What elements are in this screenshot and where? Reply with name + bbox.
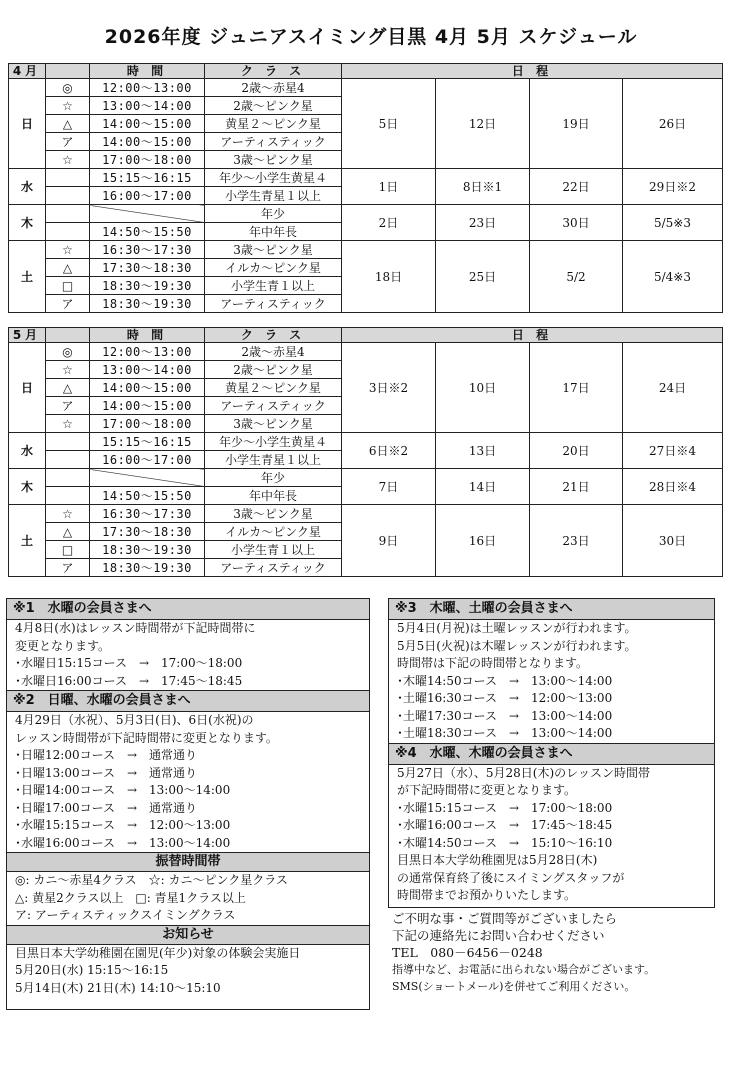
date-cell: 5/2 [530,241,623,313]
class-cell: 黄星２～ピンク星 [205,115,342,133]
header-dates: 日 程 [342,328,723,343]
note3-line: ･木曜14:50コース → 13:00～14:00 [397,673,613,688]
class-mark-icon [46,205,90,223]
contact-line: 下記の連絡先にお問い合わせください [392,928,605,943]
april-schedule-table [8,63,723,313]
header-time: 時 間 [90,328,205,343]
class-mark-icon: ア [46,133,90,151]
note2-line: ･日曜17:00コース → 通常通り [15,800,198,815]
notes-right-box [388,598,715,908]
oshirase-line: 5月14日(木) 21日(木) 14:10～15:10 [15,980,221,995]
furikae-line: △: 黄星2クラス以上 □: 青星1クラス以上 [15,890,246,905]
class-cell: アーティスティック [205,133,342,151]
month-label: 5月 [9,328,46,343]
time-cell [90,205,205,223]
time-cell: 17:00～18:00 [90,151,205,169]
schedule-row [9,505,723,523]
time-cell: 16:30～17:30 [90,505,205,523]
time-cell: 14:00～15:00 [90,397,205,415]
class-mark-icon: △ [46,259,90,277]
date-cell: 23日 [530,505,623,577]
class-mark-icon: ☆ [46,505,90,523]
note3-line: 5月5日(火祝)は木曜レッスンが行われます。 [397,638,637,653]
class-mark-icon: ア [46,559,90,577]
date-cell: 29日※2 [623,169,723,205]
class-cell: イルカ～ピンク星 [205,523,342,541]
note4-line: の通常保育終了後にスイミングスタッフが [397,870,625,885]
note4-title: ※4 水曜、木曜の会員さまへ [389,743,714,765]
note2-line: ･水曜16:00コース → 13:00～14:00 [15,835,231,850]
date-cell: 2日 [342,205,436,241]
date-cell: 22日 [530,169,623,205]
time-cell: 17:00～18:00 [90,415,205,433]
page-title: 2026年度 ジュニアスイミング目黒 4月 5月 スケジュール [104,26,638,48]
class-cell: 3歳～ピンク星 [205,151,342,169]
class-cell: 2歳～赤星4 [205,343,342,361]
time-cell: 17:30～18:30 [90,523,205,541]
contact-info [392,910,732,995]
time-cell: 13:00～14:00 [90,97,205,115]
class-cell: 3歳～ピンク星 [205,241,342,259]
date-cell: 25日 [436,241,530,313]
schedule-row [9,433,723,451]
date-cell: 16日 [436,505,530,577]
class-mark-icon: ☆ [46,241,90,259]
class-mark-icon [46,451,90,469]
day-cell: 日 [9,79,46,169]
note3-line: ･土曜16:30コース → 12:00～13:00 [397,691,613,705]
note3-title: ※3 木曜、土曜の会員さまへ [389,599,714,620]
note2-line: ･日曜14:00コース → 13:00～14:00 [15,783,231,797]
notes-left-box [6,598,370,1010]
class-mark-icon: ☆ [46,361,90,379]
class-mark-icon: ア [46,295,90,313]
contact-line: SMS(ショートメール)を併せてご利用ください。 [392,980,636,993]
schedule-row [9,205,723,223]
class-cell: 年少 [205,205,342,223]
date-cell: 1日 [342,169,436,205]
time-cell: 12:00～13:00 [90,79,205,97]
date-cell: 28日※4 [623,469,723,505]
class-mark-icon [46,487,90,505]
date-cell: 30日 [623,505,723,577]
time-cell: 14:50～15:50 [90,223,205,241]
date-cell: 3日※2 [342,343,436,433]
note4-line: ･木曜14:50コース → 15:10～16:10 [397,835,613,850]
furikae-title: 振替時間帯 [7,852,369,872]
day-cell: 木 [9,469,46,505]
date-cell: 18日 [342,241,436,313]
day-cell: 水 [9,169,46,205]
date-cell: 27日※4 [623,433,723,469]
class-mark-icon: △ [46,115,90,133]
schedule-row [9,169,723,187]
header-class: ク ラ ス [205,64,342,79]
class-mark-icon: ☆ [46,151,90,169]
note2-line: レッスン時間帯が下記時間帯に変更となります。 [15,730,278,745]
month-label: 4月 [9,64,46,79]
time-cell: 18:30～19:30 [90,541,205,559]
time-cell: 18:30～19:30 [90,559,205,577]
time-cell: 16:00～17:00 [90,451,205,469]
class-mark-icon: □ [46,541,90,559]
note2-line: 4月29日（水祝）、5月3日(日)、6日(水祝)の [15,713,254,727]
note2-line: ･水曜15:15コース → 12:00～13:00 [15,818,231,832]
date-cell: 26日 [623,79,723,169]
class-cell: イルカ～ピンク星 [205,259,342,277]
time-cell: 17:30～18:30 [90,259,205,277]
class-mark-icon: △ [46,523,90,541]
class-mark-icon: ◎ [46,343,90,361]
header-class: ク ラ ス [205,328,342,343]
schedule-row [9,343,723,361]
class-cell: 小学生青１以上 [205,541,342,559]
class-cell: 小学生青星１以上 [205,187,342,205]
date-cell: 12日 [436,79,530,169]
note1-title: ※1 水曜の会員さまへ [7,599,369,620]
schedule-row [9,79,723,97]
class-mark-icon: ☆ [46,97,90,115]
class-mark-icon [46,187,90,205]
date-cell: 5/4※3 [623,241,723,313]
date-cell: 21日 [530,469,623,505]
header-dates: 日 程 [342,64,723,79]
class-cell: 年少～小学生黄星４ [205,169,342,187]
date-cell: 17日 [530,343,623,433]
class-cell: 年中年長 [205,223,342,241]
date-cell: 13日 [436,433,530,469]
class-mark-icon: ア [46,397,90,415]
contact-line: 指導中など、お電話に出られない場合がございます。 [392,963,656,976]
class-cell: 黄星２～ピンク星 [205,379,342,397]
class-mark-icon: □ [46,277,90,295]
oshirase-title: お知らせ [7,925,369,945]
time-cell: 14:00～15:00 [90,133,205,151]
furikae-line: ア: アーティスティックスイミングクラス [15,908,236,922]
time-cell: 16:00～17:00 [90,187,205,205]
class-mark-icon: ☆ [46,415,90,433]
class-cell: 年少～小学生黄星４ [205,433,342,451]
class-cell: アーティスティック [205,397,342,415]
time-cell [90,469,205,487]
oshirase-line: 目黒日本大学幼稚園在園児(年少)対象の体験会実施日 [15,945,301,960]
date-cell: 19日 [530,79,623,169]
time-cell: 13:00～14:00 [90,361,205,379]
time-cell: 12:00～13:00 [90,343,205,361]
class-cell: 3歳～ピンク星 [205,415,342,433]
schedule-row [9,469,723,487]
time-cell: 16:30～17:30 [90,241,205,259]
note4-line: 5月27日（水）、5月28日(木)のレッスン時間帯 [397,765,651,780]
time-cell: 15:15～16:15 [90,433,205,451]
class-cell: 年中年長 [205,487,342,505]
note4-line: 時間帯までお預かりいたします。 [397,888,577,902]
note1-line: 4月8日(水)はレッスン時間帯が下記時間帯に [15,621,256,635]
class-cell: 年少 [205,469,342,487]
class-mark-icon [46,433,90,451]
note1-line: ･水曜日15:15コース → 17:00～18:00 [15,656,243,670]
contact-line: ご不明な事・ご質問等がございましたら [392,911,618,926]
class-mark-icon [46,469,90,487]
time-cell: 18:30～19:30 [90,295,205,313]
note3-line: 5月4日(月祝)は土曜レッスンが行われます。 [397,621,637,635]
time-cell: 14:00～15:00 [90,379,205,397]
schedule-row [9,241,723,259]
time-cell: 15:15～16:15 [90,169,205,187]
day-cell: 土 [9,505,46,577]
note3-line: ･土曜18:30コース → 13:00～14:00 [397,726,613,740]
date-cell: 24日 [623,343,723,433]
note3-line: 時間帯は下記の時間帯となります。 [397,656,589,670]
date-cell: 20日 [530,433,623,469]
class-cell: 2歳～ピンク星 [205,361,342,379]
contact-tel: TEL 080－6456－0248 [392,945,543,960]
date-cell: 30日 [530,205,623,241]
date-cell: 8日※1 [436,169,530,205]
note1-line: 変更となります。 [15,638,111,653]
class-cell: アーティスティック [205,295,342,313]
date-cell: 5/5※3 [623,205,723,241]
note4-line: 目黒日本大学幼稚園児は5月28日(木) [397,853,598,867]
note4-line: ･水曜16:00コース → 17:45～18:45 [397,818,613,832]
class-cell: 3歳～ピンク星 [205,505,342,523]
time-cell: 14:00～15:00 [90,115,205,133]
note2-line: ･日曜13:00コース → 通常通り [15,765,198,780]
time-cell: 14:50～15:50 [90,487,205,505]
header-mark [46,64,90,79]
class-cell: 2歳～ピンク星 [205,97,342,115]
date-cell: 7日 [342,469,436,505]
header-mark [46,328,90,343]
class-cell: 2歳～赤星4 [205,79,342,97]
date-cell: 10日 [436,343,530,433]
header-time: 時 間 [90,64,205,79]
date-cell: 6日※2 [342,433,436,469]
class-mark-icon [46,169,90,187]
date-cell: 5日 [342,79,436,169]
class-mark-icon: ◎ [46,79,90,97]
oshirase-line: 5月20日(水) 15:15～16:15 [15,963,169,977]
note2-line: ･日曜12:00コース → 通常通り [15,748,198,762]
day-cell: 日 [9,343,46,433]
furikae-line: ◎: カニ～赤星4クラス ☆: カニ～ピンク星クラス [15,873,288,887]
class-cell: 小学生青星１以上 [205,451,342,469]
note3-line: ･土曜17:30コース → 13:00～14:00 [397,708,613,723]
class-mark-icon: △ [46,379,90,397]
time-cell: 18:30～19:30 [90,277,205,295]
day-cell: 水 [9,433,46,469]
date-cell: 23日 [436,205,530,241]
class-mark-icon [46,223,90,241]
note1-line: ･水曜日16:00コース → 17:45～18:45 [15,673,243,688]
class-cell: アーティスティック [205,559,342,577]
date-cell: 14日 [436,469,530,505]
may-schedule-table [8,327,723,577]
note2-title: ※2 日曜、水曜の会員さまへ [7,690,369,712]
class-cell: 小学生青１以上 [205,277,342,295]
day-cell: 土 [9,241,46,313]
day-cell: 木 [9,205,46,241]
date-cell: 9日 [342,505,436,577]
note4-line: が下記時間帯に変更となります。 [397,783,577,797]
note4-line: ･水曜15:15コース → 17:00～18:00 [397,800,613,815]
